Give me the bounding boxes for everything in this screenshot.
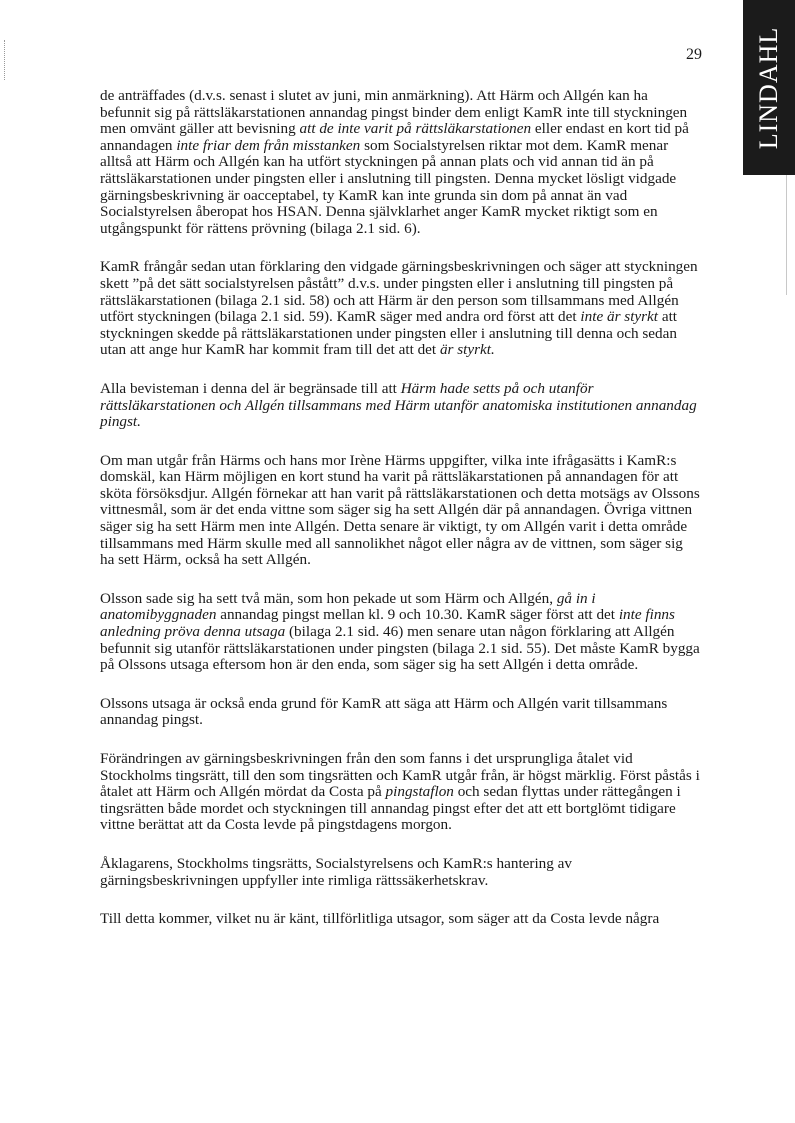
italic-text: gå in i anatomibyggnaden xyxy=(100,589,596,624)
text-run: att styckningen skedde på rättsläkarstationen under pingsten eller i anslutning till denna och sedan utan att ange hur KamR har kommit fram till det att det xyxy=(100,308,678,359)
italic-text: pingstaflon xyxy=(385,783,454,801)
text-run: Till detta kommer, vilket nu är känt, tillförlitliga utsagor, som säger att da Costa levde några xyxy=(100,910,660,928)
binder-hole-marks xyxy=(4,40,7,80)
italic-text: inte finns anledning pröva denna utsaga xyxy=(100,606,675,641)
page-number: 29 xyxy=(686,46,702,63)
italic-text: Härm hade setts på och utanför rättsläkarstationen och Allgén tillsammans med Härm utanför anatomiska institutionen annandag pingst. xyxy=(100,379,697,431)
text-run: Om man utgår från Härms och hans mor Irène Härms uppgifter, vilka inte ifrågasätts i KamR:s domskäl, kan Härm möjligen en kort stund ha varit på rättsläkarstationen på annandagen för att sköta försöksdjur. Allgén förnekar att han varit på rättsläkarstationen och detta motsägs av Olssons vittnesmål, som är det enda vittne som säger sig ha sett Allgén där på annandagen. Övriga vittnen säger sig ha sett Härm men inte Allgén. Detta senare är viktigt, ty om Allgén varit i detta område tillsammans med Härm skulle med all sannolikhet något eller några av de vittnen, som säger sig ha sett Härm, också ha sett Allgén. xyxy=(100,451,700,569)
paragraph xyxy=(100,88,700,237)
italic-text: inte är styrkt xyxy=(580,308,659,326)
text-run: (bilaga 2.1 sid. 46) men senare utan någon förklaring att Allgén befunnit sig utanför rättsläkarstationen under pingsten (bilaga 2.1 sid. 55). Det måste KamR bygga på Olssons utsaga eftersom hon är den enda, som säger sig ha sett Allgén i detta område. xyxy=(100,623,700,674)
page-edge-line xyxy=(786,175,787,295)
paragraph xyxy=(100,381,700,431)
index-tab-label: LINDAHL xyxy=(754,26,783,149)
text-run: som Socialstyrelsen riktar mot dem. KamR menar alltså att Härm och Allgén kan ha utfört styckningen på annan plats och vid annan tid än på rättsläkarstationen under pingsten eller i anslutning till pingsten. Denna mycket lösligt vidgade gärningsbeskrivning är oacceptabel, ty KamR kan inte grunda sin dom på annat än vad Socialstyrelsen åberopat hos HSAN. Denna självklarhet anger KamR mycket riktigt som en utgångspunkt för rättens prövning (bilaga 2.1 sid. 6). xyxy=(100,136,677,237)
index-tab xyxy=(743,0,795,175)
italic-text: inte friar dem från misstanken xyxy=(176,136,361,154)
text-run: Åklagarens, Stockholms tingsrätts, Socialstyrelsens och KamR:s hantering av gärningsbeskrivningen uppfyller inte rimliga rättssäkerhetskrav. xyxy=(100,854,572,889)
text-run: Olssons utsaga är också enda grund för KamR att säga att Härm och Allgén varit tillsammans annandag pingst. xyxy=(100,694,668,729)
text-run: de anträffades (d.v.s. senast i slutet av juni, min anmärkning). Att Härm och Allgén kan ha befunnit sig på rättsläkarstationen annandag pingst binder dem enligt KamR inte till styckningen men omvänt gäller att bevisning xyxy=(100,87,688,138)
paragraph xyxy=(100,751,700,834)
paragraph xyxy=(100,591,700,674)
body-text xyxy=(100,88,700,950)
text-run: Alla bevisteman i denna del är begränsade till att xyxy=(100,379,401,397)
text-run: och sedan flyttas under rättegången i tingsrätten både mordet och styckningen till annandag pingst efter det att ett bortglömt tidigare vittne berättat att da Costa levde på pingstdagens morgon. xyxy=(100,783,681,834)
paragraph xyxy=(100,911,700,928)
text-run: Olsson sade sig ha sett två män, som hon pekade ut som Härm och Allgén, xyxy=(100,589,557,607)
paragraph xyxy=(100,259,700,359)
paragraph xyxy=(100,856,700,889)
text-run: Förändringen av gärningsbeskrivningen från den som fanns i det ursprungliga åtalet vid Stockholms tingsrätt, till den som tingsrätten och KamR utgår från, är högst märklig. Först påstås i åtalet att Härm och Allgén mördat da Costa på xyxy=(100,750,700,801)
paragraph xyxy=(100,453,700,569)
text-run: annandag pingst mellan kl. 9 och 10.30. KamR säger först att det xyxy=(216,606,619,624)
italic-text: att de inte varit på rättsläkarstationen xyxy=(299,120,532,138)
text-run: KamR frångår sedan utan förklaring den vidgade gärningsbeskrivningen och säger att styckningen skett ”på det sätt socialstyrelsen påstått” d.v.s. under pingsten eller i anslutning till pingsten på rättsläkarstationen (bilaga 2.1 sid. 58) och att Härm är den person som tillsammans med Allgén utfört styckningen (bilaga 2.1 sid. 59). KamR säger med andra ord först att det xyxy=(100,258,698,326)
text-run: eller endast en kort tid på annandagen xyxy=(100,120,689,154)
paragraph xyxy=(100,696,700,729)
italic-text: är styrkt. xyxy=(439,341,495,359)
